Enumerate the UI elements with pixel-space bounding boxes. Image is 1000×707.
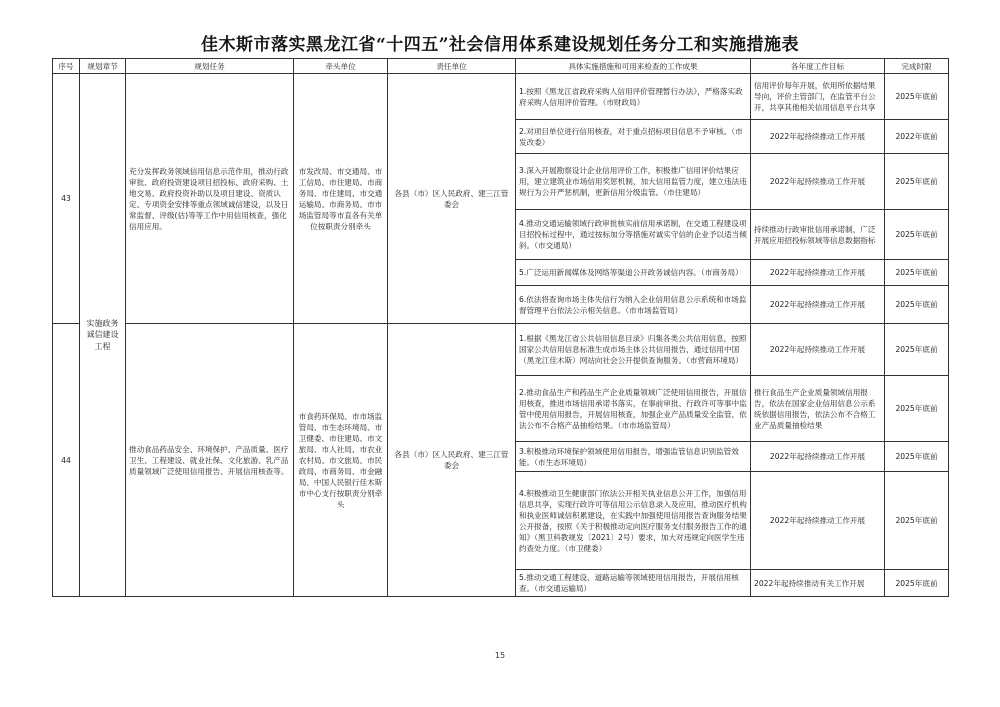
lead-cell: 市食药环保局、市市场监管局、市生态环境局、市卫健委、市住建局、市文旅局、市人社局、市农业农村局、市文旅局、市民政局、市商务局、市金融局、中国人民银行佳木斯市中心支行按职责分别牵头 bbox=[294, 324, 388, 597]
deadline-cell: 2025年底前 bbox=[885, 74, 949, 120]
deadline-cell: 2025年底前 bbox=[885, 570, 949, 597]
deadline-cell: 2025年底前 bbox=[885, 442, 949, 472]
lead-cell: 市发改局、市交通局、市工信局、市住建局、市商务局、市住建局、市交通运输局、市商务局、市市场监管局等市直各有关单位按职责分别牵头 bbox=[294, 74, 388, 324]
page-number: 15 bbox=[494, 651, 506, 660]
deadline-cell: 2025年底前 bbox=[885, 324, 949, 376]
header-chapter: 规划章节 bbox=[80, 59, 126, 74]
measure-cell: 5.推动交通工程建设、道路运输等领域使用信用报告，开展信用核查。（市交通运输局） bbox=[516, 570, 751, 597]
goal-cell: 2022年起持续推动工作开展 bbox=[751, 324, 885, 376]
resp-cell: 各县（市）区人民政府、建三江管委会 bbox=[388, 74, 516, 324]
measure-cell: 6.依法将查询市场主体失信行为纳入企业信用信息公示系统和市场监督管理平台依法公示相关信息。（市市场监管局） bbox=[516, 286, 751, 324]
row-seq: 43 bbox=[53, 74, 80, 324]
measure-cell: 2.对项目单位进行信用核查，对于重点招标项目信息不予审核。（市发改委） bbox=[516, 120, 751, 154]
deadline-cell: 2025年底前 bbox=[885, 210, 949, 260]
task-cell: 推动食品药品安全、环境保护、产品质量、医疗卫生、工程建设、就业社保、文化旅游、乳产品质量领域广泛使用信用报告、开展信用核查等。 bbox=[126, 324, 294, 597]
goal-cell: 2022年起持续推动工作开展 bbox=[751, 260, 885, 286]
measure-cell: 3.积极推动环境保护领域使用信用报告，增强监管信息识别监管效能。（市生态环境局） bbox=[516, 442, 751, 472]
header-resp: 责任单位 bbox=[388, 59, 516, 74]
deadline-cell: 2025年底前 bbox=[885, 154, 949, 210]
deadline-cell: 2025年底前 bbox=[885, 376, 949, 442]
header-seq: 序号 bbox=[53, 59, 80, 74]
goal-cell: 2022年起持续推动工作开展 bbox=[751, 472, 885, 570]
goal-cell: 2022年起持续推动工作开展 bbox=[751, 442, 885, 472]
table-row bbox=[53, 74, 949, 120]
header-measure: 具体实施措施和可用来检查的工作成果 bbox=[516, 59, 751, 74]
table-row bbox=[53, 324, 949, 376]
header-row bbox=[53, 59, 949, 74]
measure-cell: 4.积极推动卫生健康部门依法公开相关执业信息公开工作，加强信用信息共享，实现行政许可等信用公示信息录入及应用，推动医疗机构和执业医师诚信积累建设，在实践中加强使用信用报告查询服务结果公开报备，按照《关于积极推动定向医疗服务支付服务报告工作的通知》（黑卫科教规发〔2021〕2号）要求，加大对违规定向医学生违约查处力度。（市卫健委） bbox=[516, 472, 751, 570]
task-cell: 充分发挥政务领域信用信息示范作用，推动行政审批、政府投资建设项目招投标、政府采购、土地交易、政府投资补助以及项目建设、资质认定、专项资金安排等重点领域诚信建设，以及日常监督、评级(估)等等工作中用信用核查，强化信用应用。 bbox=[126, 74, 294, 324]
goal-cell: 推行食品生产企业质量领域信用报告，依法在国家企业信用信息公示系统依据信用报告，依法公布不合格工业产品质量抽检结果 bbox=[751, 376, 885, 442]
goal-cell: 2022年起持续推动工作开展 bbox=[751, 154, 885, 210]
goal-cell: 持续推动行政审批信用承诺制，广泛开展应用招投标领域等信息数据指标 bbox=[751, 210, 885, 260]
goal-cell: 2022年起持续推动工作开展 bbox=[751, 286, 885, 324]
header-lead: 牵头单位 bbox=[294, 59, 388, 74]
goal-cell: 信用评价每年开展，依用所依据结果导向，评价主管部门，在监管平台公开，共享其他相关信用信息平台共享 bbox=[751, 74, 885, 120]
measure-cell: 3.深入开展勘察设计企业信用评价工作，积极推广信用评价结果应用，建立建筑业市场信用奖惩机制，加大信用监管力度，建立违法违规行为公开严惩机制，更新信用分级监管。（市住建局） bbox=[516, 154, 751, 210]
measure-cell: 2.推动食品生产和药品生产企业质量领域广泛使用信用报告，开展信用核查，推进市场信用承诺书落实，在事前审批、行政许可等事中监管中使用信用报告，开展信用核查，加强企业产品质量安全监管，依法公布不合格产品抽检结果。（市市场监管局） bbox=[516, 376, 751, 442]
deadline-cell: 2025年底前 bbox=[885, 472, 949, 570]
row-seq: 44 bbox=[53, 324, 80, 597]
resp-cell: 各县（市）区人民政府、建三江管委会 bbox=[388, 324, 516, 597]
deadline-cell: 2022年底前 bbox=[885, 120, 949, 154]
goal-cell: 2022年起持续推动有关工作开展 bbox=[751, 570, 885, 597]
measure-cell: 4.推动交通运输领域行政审批核实前信用承诺制，在交通工程建设项目招投标过程中，通过按标加分等措施对诚实守信的企业予以适当倾斜。（市交通局） bbox=[516, 210, 751, 260]
deadline-cell: 2025年底前 bbox=[885, 286, 949, 324]
chapter-cell: 实施政务诚信建设工程 bbox=[80, 74, 126, 597]
header-task: 规划任务 bbox=[126, 59, 294, 74]
header-goal: 各年度工作目标 bbox=[751, 59, 885, 74]
measure-cell: 1.根据《黑龙江省公共信用信息目录》归集各类公共信用信息，按照国家公共信用信息标准生成市场主体公共信用报告，通过信用中国（黑龙江佳木斯）网站向社会公开提供查询服务。（市营商环境局） bbox=[516, 324, 751, 376]
goal-cell: 2022年起持续推动工作开展 bbox=[751, 120, 885, 154]
task-table bbox=[52, 58, 949, 597]
measure-cell: 5.广泛运用新闻媒体及网络等渠道公开政务诚信内容。（市商务局） bbox=[516, 260, 751, 286]
header-deadline: 完成时限 bbox=[885, 59, 949, 74]
page-title: 佳木斯市落实黑龙江省“十四五”社会信用体系建设规划任务分工和实施措施表 bbox=[200, 35, 800, 55]
measure-cell: 1.按照《黑龙江省政府采购人信用评价管理暂行办法》，严格落实政府采购人信用评价管理。（市财政局） bbox=[516, 74, 751, 120]
deadline-cell: 2025年底前 bbox=[885, 260, 949, 286]
